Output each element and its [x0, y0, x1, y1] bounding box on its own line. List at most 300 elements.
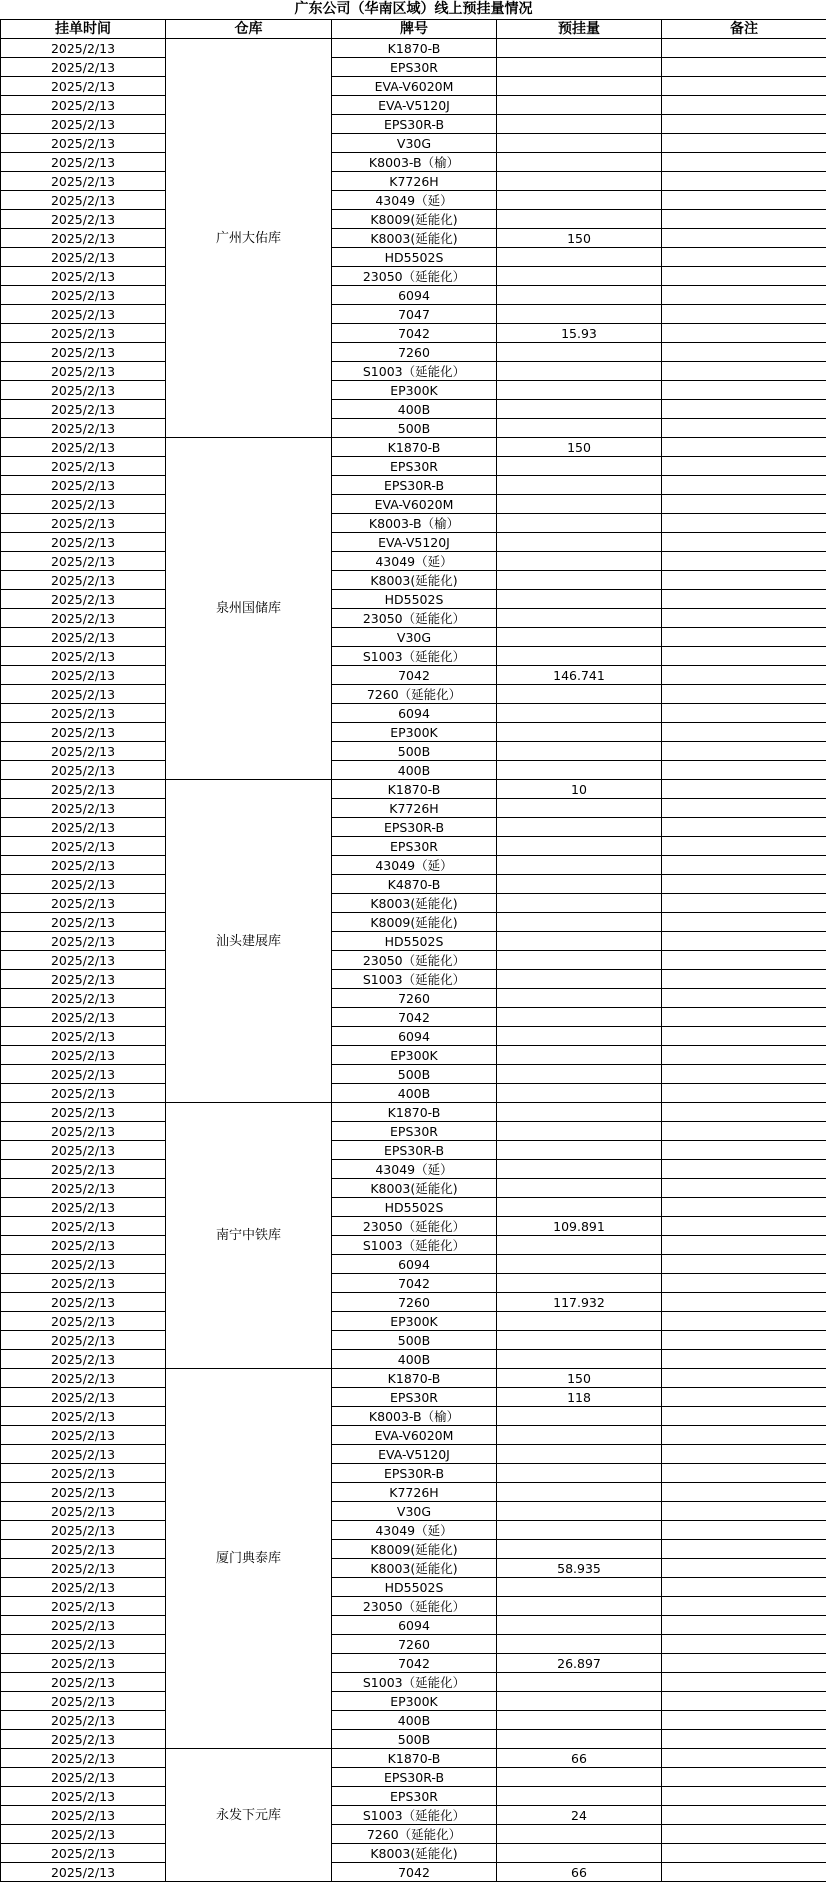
cell-date[interactable]: 2025/2/13 — [1, 286, 166, 305]
cell-quantity[interactable] — [497, 1160, 662, 1179]
cell-note[interactable] — [662, 1122, 826, 1141]
cell-grade[interactable]: 43049（延） — [332, 1160, 497, 1179]
cell-grade[interactable]: 7042 — [332, 1008, 497, 1027]
cell-note[interactable] — [662, 704, 826, 723]
cell-note[interactable] — [662, 1103, 826, 1122]
cell-grade[interactable]: 23050（延能化） — [332, 1597, 497, 1616]
cell-date[interactable]: 2025/2/13 — [1, 590, 166, 609]
cell-date[interactable]: 2025/2/13 — [1, 96, 166, 115]
cell-date[interactable]: 2025/2/13 — [1, 533, 166, 552]
cell-date[interactable]: 2025/2/13 — [1, 1635, 166, 1654]
cell-quantity[interactable] — [497, 1084, 662, 1103]
cell-note[interactable] — [662, 1863, 826, 1882]
cell-grade[interactable]: 43049（延） — [332, 552, 497, 571]
cell-quantity[interactable] — [497, 1730, 662, 1749]
cell-quantity[interactable] — [497, 1350, 662, 1369]
cell-note[interactable] — [662, 1635, 826, 1654]
cell-quantity[interactable] — [497, 514, 662, 533]
cell-quantity[interactable] — [497, 1616, 662, 1635]
cell-quantity[interactable] — [497, 1274, 662, 1293]
cell-date[interactable]: 2025/2/13 — [1, 1388, 166, 1407]
cell-grade[interactable]: EVA-V6020M — [332, 495, 497, 514]
cell-note[interactable] — [662, 400, 826, 419]
cell-note[interactable] — [662, 1217, 826, 1236]
cell-grade[interactable]: K8009(延能化) — [332, 1540, 497, 1559]
cell-grade[interactable]: K7726H — [332, 1483, 497, 1502]
cell-note[interactable] — [662, 1350, 826, 1369]
cell-note[interactable] — [662, 134, 826, 153]
cell-grade[interactable]: 23050（延能化） — [332, 1217, 497, 1236]
cell-quantity[interactable]: 146.741 — [497, 666, 662, 685]
cell-date[interactable]: 2025/2/13 — [1, 1198, 166, 1217]
cell-date[interactable]: 2025/2/13 — [1, 989, 166, 1008]
header-grade[interactable]: 牌号 — [332, 20, 497, 39]
cell-note[interactable] — [662, 1426, 826, 1445]
cell-note[interactable] — [662, 647, 826, 666]
cell-date[interactable]: 2025/2/13 — [1, 172, 166, 191]
cell-note[interactable] — [662, 970, 826, 989]
cell-grade[interactable]: 500B — [332, 1065, 497, 1084]
cell-quantity[interactable] — [497, 1692, 662, 1711]
cell-note[interactable] — [662, 362, 826, 381]
cell-quantity[interactable]: 24 — [497, 1806, 662, 1825]
cell-grade[interactable]: 7260（延能化） — [332, 685, 497, 704]
cell-note[interactable] — [662, 1388, 826, 1407]
cell-date[interactable]: 2025/2/13 — [1, 1578, 166, 1597]
cell-grade[interactable]: S1003（延能化） — [332, 1673, 497, 1692]
cell-note[interactable] — [662, 1027, 826, 1046]
cell-grade[interactable]: K8009(延能化) — [332, 913, 497, 932]
cell-quantity[interactable]: 109.891 — [497, 1217, 662, 1236]
cell-quantity[interactable] — [497, 1122, 662, 1141]
cell-note[interactable] — [662, 685, 826, 704]
cell-quantity[interactable]: 66 — [497, 1749, 662, 1768]
cell-note[interactable] — [662, 1844, 826, 1863]
cell-quantity[interactable]: 117.932 — [497, 1293, 662, 1312]
cell-grade[interactable]: HD5502S — [332, 1198, 497, 1217]
cell-quantity[interactable] — [497, 191, 662, 210]
cell-grade[interactable]: HD5502S — [332, 1578, 497, 1597]
cell-quantity[interactable] — [497, 970, 662, 989]
cell-note[interactable] — [662, 1825, 826, 1844]
cell-date[interactable]: 2025/2/13 — [1, 400, 166, 419]
cell-note[interactable] — [662, 1274, 826, 1293]
cell-grade[interactable]: S1003（延能化） — [332, 970, 497, 989]
cell-quantity[interactable] — [497, 495, 662, 514]
cell-note[interactable] — [662, 172, 826, 191]
cell-date[interactable]: 2025/2/13 — [1, 1122, 166, 1141]
cell-grade[interactable]: S1003（延能化） — [332, 1236, 497, 1255]
cell-note[interactable] — [662, 267, 826, 286]
cell-date[interactable]: 2025/2/13 — [1, 818, 166, 837]
cell-date[interactable]: 2025/2/13 — [1, 1483, 166, 1502]
cell-grade[interactable]: V30G — [332, 1502, 497, 1521]
cell-date[interactable]: 2025/2/13 — [1, 1407, 166, 1426]
cell-quantity[interactable] — [497, 1445, 662, 1464]
cell-grade[interactable]: 500B — [332, 419, 497, 438]
cell-grade[interactable]: HD5502S — [332, 932, 497, 951]
cell-grade[interactable]: 400B — [332, 761, 497, 780]
cell-quantity[interactable] — [497, 647, 662, 666]
cell-grade[interactable]: EPS30R-B — [332, 1141, 497, 1160]
cell-quantity[interactable] — [497, 1255, 662, 1274]
cell-quantity[interactable]: 58.935 — [497, 1559, 662, 1578]
cell-quantity[interactable] — [497, 1635, 662, 1654]
cell-date[interactable]: 2025/2/13 — [1, 685, 166, 704]
cell-grade[interactable]: 400B — [332, 1711, 497, 1730]
cell-grade[interactable]: V30G — [332, 628, 497, 647]
cell-quantity[interactable] — [497, 704, 662, 723]
cell-quantity[interactable] — [497, 1768, 662, 1787]
cell-date[interactable]: 2025/2/13 — [1, 514, 166, 533]
cell-note[interactable] — [662, 1160, 826, 1179]
cell-date[interactable]: 2025/2/13 — [1, 628, 166, 647]
cell-quantity[interactable] — [497, 267, 662, 286]
cell-quantity[interactable] — [497, 1331, 662, 1350]
cell-note[interactable] — [662, 115, 826, 134]
cell-date[interactable]: 2025/2/13 — [1, 1236, 166, 1255]
cell-date[interactable]: 2025/2/13 — [1, 476, 166, 495]
cell-note[interactable] — [662, 951, 826, 970]
cell-note[interactable] — [662, 1236, 826, 1255]
cell-note[interactable] — [662, 609, 826, 628]
cell-grade[interactable]: S1003（延能化） — [332, 362, 497, 381]
cell-quantity[interactable] — [497, 1198, 662, 1217]
cell-date[interactable]: 2025/2/13 — [1, 1787, 166, 1806]
cell-grade[interactable]: 7047 — [332, 305, 497, 324]
cell-note[interactable] — [662, 1141, 826, 1160]
cell-grade[interactable]: 7260 — [332, 1635, 497, 1654]
cell-note[interactable] — [662, 381, 826, 400]
cell-note[interactable] — [662, 1711, 826, 1730]
cell-note[interactable] — [662, 1787, 826, 1806]
cell-note[interactable] — [662, 1008, 826, 1027]
cell-quantity[interactable]: 118 — [497, 1388, 662, 1407]
cell-date[interactable]: 2025/2/13 — [1, 1426, 166, 1445]
cell-date[interactable]: 2025/2/13 — [1, 1825, 166, 1844]
cell-date[interactable]: 2025/2/13 — [1, 381, 166, 400]
cell-grade[interactable]: K1870-B — [332, 780, 497, 799]
cell-quantity[interactable] — [497, 419, 662, 438]
cell-grade[interactable]: EP300K — [332, 723, 497, 742]
cell-grade[interactable]: K8003(延能化) — [332, 894, 497, 913]
cell-grade[interactable]: K8003(延能化) — [332, 1844, 497, 1863]
cell-note[interactable] — [662, 77, 826, 96]
cell-quantity[interactable] — [497, 609, 662, 628]
cell-note[interactable] — [662, 1065, 826, 1084]
cell-grade[interactable]: K8009(延能化) — [332, 210, 497, 229]
cell-grade[interactable]: S1003（延能化） — [332, 647, 497, 666]
cell-grade[interactable]: EPS30R — [332, 837, 497, 856]
cell-note[interactable] — [662, 1046, 826, 1065]
cell-note[interactable] — [662, 1597, 826, 1616]
cell-quantity[interactable] — [497, 1540, 662, 1559]
cell-grade[interactable]: EVA-V5120J — [332, 96, 497, 115]
cell-quantity[interactable] — [497, 248, 662, 267]
cell-note[interactable] — [662, 628, 826, 647]
cell-date[interactable]: 2025/2/13 — [1, 780, 166, 799]
cell-grade[interactable]: K8003(延能化) — [332, 229, 497, 248]
cell-grade[interactable]: 400B — [332, 1350, 497, 1369]
cell-quantity[interactable] — [497, 1597, 662, 1616]
cell-note[interactable] — [662, 894, 826, 913]
cell-date[interactable]: 2025/2/13 — [1, 1331, 166, 1350]
cell-date[interactable]: 2025/2/13 — [1, 1654, 166, 1673]
cell-quantity[interactable] — [497, 362, 662, 381]
cell-date[interactable]: 2025/2/13 — [1, 1046, 166, 1065]
cell-quantity[interactable] — [497, 742, 662, 761]
cell-note[interactable] — [662, 1369, 826, 1388]
cell-date[interactable]: 2025/2/13 — [1, 856, 166, 875]
cell-note[interactable] — [662, 514, 826, 533]
cell-grade[interactable]: 7042 — [332, 666, 497, 685]
cell-date[interactable]: 2025/2/13 — [1, 970, 166, 989]
cell-quantity[interactable] — [497, 1236, 662, 1255]
cell-grade[interactable]: K1870-B — [332, 39, 497, 58]
cell-date[interactable]: 2025/2/13 — [1, 894, 166, 913]
cell-quantity[interactable]: 150 — [497, 229, 662, 248]
cell-quantity[interactable] — [497, 457, 662, 476]
cell-date[interactable]: 2025/2/13 — [1, 1844, 166, 1863]
cell-note[interactable] — [662, 1179, 826, 1198]
cell-grade[interactable]: 7260 — [332, 1293, 497, 1312]
cell-note[interactable] — [662, 989, 826, 1008]
cell-date[interactable]: 2025/2/13 — [1, 1692, 166, 1711]
cell-quantity[interactable] — [497, 856, 662, 875]
cell-grade[interactable]: 23050（延能化） — [332, 951, 497, 970]
cell-date[interactable]: 2025/2/13 — [1, 115, 166, 134]
cell-date[interactable]: 2025/2/13 — [1, 1464, 166, 1483]
cell-note[interactable] — [662, 1559, 826, 1578]
cell-grade[interactable]: 23050（延能化） — [332, 267, 497, 286]
cell-grade[interactable]: 400B — [332, 400, 497, 419]
cell-date[interactable]: 2025/2/13 — [1, 1008, 166, 1027]
cell-quantity[interactable] — [497, 685, 662, 704]
cell-quantity[interactable] — [497, 210, 662, 229]
cell-quantity[interactable] — [497, 1502, 662, 1521]
cell-quantity[interactable] — [497, 590, 662, 609]
header-quantity[interactable]: 预挂量 — [497, 20, 662, 39]
cell-grade[interactable]: K4870-B — [332, 875, 497, 894]
cell-quantity[interactable] — [497, 134, 662, 153]
cell-grade[interactable]: 7260 — [332, 343, 497, 362]
cell-date[interactable]: 2025/2/13 — [1, 229, 166, 248]
cell-grade[interactable]: K8003-B（榆） — [332, 1407, 497, 1426]
cell-date[interactable]: 2025/2/13 — [1, 609, 166, 628]
cell-quantity[interactable] — [497, 628, 662, 647]
cell-quantity[interactable] — [497, 115, 662, 134]
cell-date[interactable]: 2025/2/13 — [1, 267, 166, 286]
cell-note[interactable] — [662, 761, 826, 780]
cell-date[interactable]: 2025/2/13 — [1, 39, 166, 58]
cell-grade[interactable]: 43049（延） — [332, 1521, 497, 1540]
cell-grade[interactable]: 43049（延） — [332, 191, 497, 210]
cell-date[interactable]: 2025/2/13 — [1, 419, 166, 438]
cell-grade[interactable]: EP300K — [332, 1692, 497, 1711]
cell-quantity[interactable] — [497, 761, 662, 780]
cell-quantity[interactable] — [497, 799, 662, 818]
cell-grade[interactable]: 7042 — [332, 1863, 497, 1882]
cell-grade[interactable]: K8003(延能化) — [332, 1559, 497, 1578]
cell-grade[interactable]: 500B — [332, 742, 497, 761]
cell-date[interactable]: 2025/2/13 — [1, 1160, 166, 1179]
cell-note[interactable] — [662, 1692, 826, 1711]
cell-warehouse[interactable]: 南宁中铁库 — [166, 1103, 332, 1369]
cell-grade[interactable]: 6094 — [332, 1255, 497, 1274]
cell-date[interactable]: 2025/2/13 — [1, 1559, 166, 1578]
cell-quantity[interactable]: 66 — [497, 1863, 662, 1882]
cell-quantity[interactable] — [497, 400, 662, 419]
cell-note[interactable] — [662, 666, 826, 685]
cell-grade[interactable]: EPS30R — [332, 457, 497, 476]
cell-date[interactable]: 2025/2/13 — [1, 210, 166, 229]
cell-date[interactable]: 2025/2/13 — [1, 1027, 166, 1046]
cell-note[interactable] — [662, 1331, 826, 1350]
cell-note[interactable] — [662, 1749, 826, 1768]
cell-grade[interactable]: EVA-V6020M — [332, 1426, 497, 1445]
cell-quantity[interactable] — [497, 1825, 662, 1844]
cell-date[interactable]: 2025/2/13 — [1, 248, 166, 267]
cell-quantity[interactable] — [497, 837, 662, 856]
cell-quantity[interactable] — [497, 1521, 662, 1540]
cell-grade[interactable]: K1870-B — [332, 1103, 497, 1122]
cell-quantity[interactable] — [497, 932, 662, 951]
cell-grade[interactable]: EP300K — [332, 381, 497, 400]
cell-note[interactable] — [662, 1521, 826, 1540]
cell-date[interactable]: 2025/2/13 — [1, 666, 166, 685]
cell-date[interactable]: 2025/2/13 — [1, 552, 166, 571]
cell-quantity[interactable]: 10 — [497, 780, 662, 799]
cell-note[interactable] — [662, 1293, 826, 1312]
cell-note[interactable] — [662, 191, 826, 210]
cell-date[interactable]: 2025/2/13 — [1, 1768, 166, 1787]
cell-date[interactable]: 2025/2/13 — [1, 571, 166, 590]
cell-date[interactable]: 2025/2/13 — [1, 913, 166, 932]
cell-quantity[interactable] — [497, 1141, 662, 1160]
cell-quantity[interactable] — [497, 1578, 662, 1597]
cell-note[interactable] — [662, 875, 826, 894]
cell-quantity[interactable] — [497, 381, 662, 400]
cell-date[interactable]: 2025/2/13 — [1, 723, 166, 742]
cell-note[interactable] — [662, 1407, 826, 1426]
cell-quantity[interactable]: 26.897 — [497, 1654, 662, 1673]
cell-grade[interactable]: K8003-B（榆） — [332, 514, 497, 533]
cell-grade[interactable]: K8003-B（榆） — [332, 153, 497, 172]
cell-quantity[interactable] — [497, 39, 662, 58]
cell-quantity[interactable] — [497, 153, 662, 172]
cell-grade[interactable]: K8003(延能化) — [332, 571, 497, 590]
cell-grade[interactable]: EPS30R-B — [332, 1464, 497, 1483]
cell-grade[interactable]: 6094 — [332, 286, 497, 305]
cell-grade[interactable]: EVA-V6020M — [332, 77, 497, 96]
cell-quantity[interactable] — [497, 571, 662, 590]
cell-grade[interactable]: 7260 — [332, 989, 497, 1008]
cell-quantity[interactable] — [497, 96, 662, 115]
cell-grade[interactable]: EPS30R — [332, 1122, 497, 1141]
cell-date[interactable]: 2025/2/13 — [1, 1521, 166, 1540]
cell-note[interactable] — [662, 438, 826, 457]
cell-note[interactable] — [662, 780, 826, 799]
cell-quantity[interactable] — [497, 723, 662, 742]
cell-date[interactable]: 2025/2/13 — [1, 324, 166, 343]
cell-date[interactable]: 2025/2/13 — [1, 1255, 166, 1274]
cell-note[interactable] — [662, 742, 826, 761]
cell-warehouse[interactable]: 汕头建展库 — [166, 780, 332, 1103]
cell-grade[interactable]: K1870-B — [332, 438, 497, 457]
cell-quantity[interactable] — [497, 1046, 662, 1065]
cell-note[interactable] — [662, 856, 826, 875]
cell-quantity[interactable] — [497, 1179, 662, 1198]
cell-date[interactable]: 2025/2/13 — [1, 1350, 166, 1369]
cell-quantity[interactable] — [497, 58, 662, 77]
cell-quantity[interactable] — [497, 1711, 662, 1730]
cell-grade[interactable]: 7042 — [332, 1274, 497, 1293]
cell-date[interactable]: 2025/2/13 — [1, 1065, 166, 1084]
cell-warehouse[interactable]: 泉州国储库 — [166, 438, 332, 780]
cell-quantity[interactable] — [497, 875, 662, 894]
cell-grade[interactable]: EPS30R-B — [332, 818, 497, 837]
cell-note[interactable] — [662, 799, 826, 818]
cell-grade[interactable]: HD5502S — [332, 248, 497, 267]
cell-note[interactable] — [662, 913, 826, 932]
cell-date[interactable]: 2025/2/13 — [1, 1369, 166, 1388]
cell-date[interactable]: 2025/2/13 — [1, 457, 166, 476]
cell-note[interactable] — [662, 590, 826, 609]
cell-date[interactable]: 2025/2/13 — [1, 951, 166, 970]
cell-quantity[interactable] — [497, 286, 662, 305]
cell-note[interactable] — [662, 248, 826, 267]
cell-grade[interactable]: K1870-B — [332, 1369, 497, 1388]
cell-quantity[interactable] — [497, 1464, 662, 1483]
cell-note[interactable] — [662, 343, 826, 362]
cell-date[interactable]: 2025/2/13 — [1, 1597, 166, 1616]
cell-note[interactable] — [662, 723, 826, 742]
cell-note[interactable] — [662, 571, 826, 590]
cell-note[interactable] — [662, 96, 826, 115]
cell-note[interactable] — [662, 495, 826, 514]
cell-date[interactable]: 2025/2/13 — [1, 1863, 166, 1882]
cell-note[interactable] — [662, 286, 826, 305]
cell-warehouse[interactable]: 永发下元库 — [166, 1749, 332, 1882]
cell-note[interactable] — [662, 1198, 826, 1217]
cell-date[interactable]: 2025/2/13 — [1, 1730, 166, 1749]
cell-grade[interactable]: K1870-B — [332, 1749, 497, 1768]
cell-date[interactable]: 2025/2/13 — [1, 1806, 166, 1825]
cell-note[interactable] — [662, 229, 826, 248]
cell-date[interactable]: 2025/2/13 — [1, 875, 166, 894]
cell-date[interactable]: 2025/2/13 — [1, 1312, 166, 1331]
cell-warehouse[interactable]: 广州大佑库 — [166, 39, 332, 438]
cell-quantity[interactable] — [497, 343, 662, 362]
cell-note[interactable] — [662, 1616, 826, 1635]
cell-grade[interactable]: EPS30R-B — [332, 1768, 497, 1787]
cell-date[interactable]: 2025/2/13 — [1, 1673, 166, 1692]
cell-date[interactable]: 2025/2/13 — [1, 761, 166, 780]
cell-date[interactable]: 2025/2/13 — [1, 1217, 166, 1236]
cell-quantity[interactable]: 150 — [497, 1369, 662, 1388]
cell-note[interactable] — [662, 1445, 826, 1464]
cell-note[interactable] — [662, 153, 826, 172]
cell-date[interactable]: 2025/2/13 — [1, 1141, 166, 1160]
cell-date[interactable]: 2025/2/13 — [1, 305, 166, 324]
cell-date[interactable]: 2025/2/13 — [1, 1711, 166, 1730]
cell-grade[interactable]: 7042 — [332, 324, 497, 343]
cell-quantity[interactable] — [497, 1103, 662, 1122]
cell-note[interactable] — [662, 1464, 826, 1483]
cell-date[interactable]: 2025/2/13 — [1, 495, 166, 514]
cell-grade[interactable]: HD5502S — [332, 590, 497, 609]
cell-grade[interactable]: EP300K — [332, 1046, 497, 1065]
